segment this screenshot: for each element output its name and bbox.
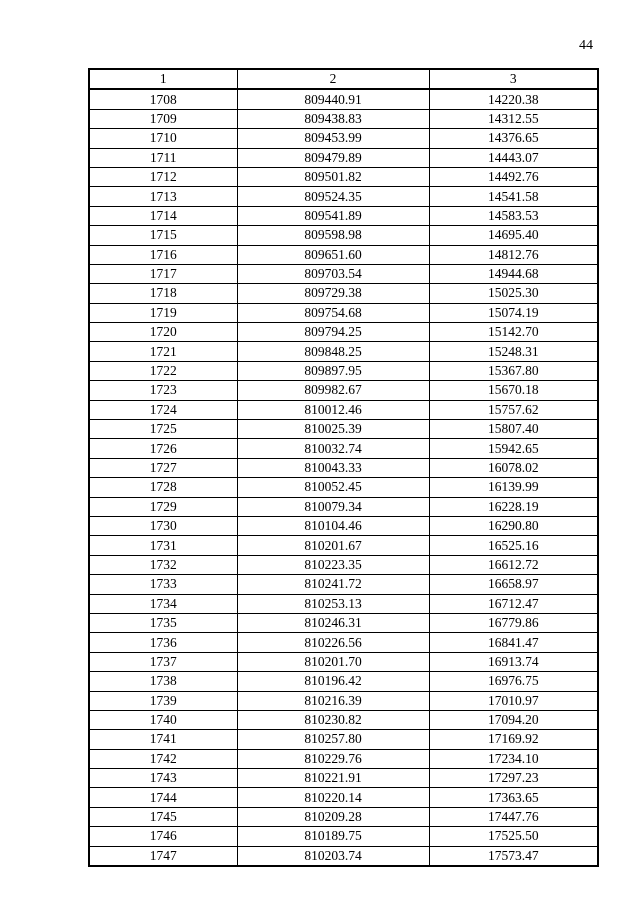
point-number-cell: 1712: [89, 167, 237, 186]
y-coordinate-cell: 16976.75: [429, 672, 598, 691]
x-coordinate-cell: 810032.74: [237, 439, 429, 458]
point-number-cell: 1726: [89, 439, 237, 458]
x-coordinate-cell: 810052.45: [237, 478, 429, 497]
y-coordinate-cell: 14944.68: [429, 264, 598, 283]
y-coordinate-cell: 17297.23: [429, 769, 598, 788]
x-coordinate-cell: 809729.38: [237, 284, 429, 303]
table-row: [89, 342, 598, 361]
y-coordinate-cell: 14695.40: [429, 226, 598, 245]
x-coordinate-cell: 810025.39: [237, 420, 429, 439]
y-coordinate-cell: 16779.86: [429, 613, 598, 632]
y-coordinate-cell: 14583.53: [429, 206, 598, 225]
x-coordinate-cell: 809524.35: [237, 187, 429, 206]
point-number-cell: 1714: [89, 206, 237, 225]
table-row: [89, 652, 598, 671]
table-row: [89, 439, 598, 458]
x-coordinate-cell: 809438.83: [237, 109, 429, 128]
table-row: [89, 148, 598, 167]
table-row: [89, 458, 598, 477]
x-coordinate-cell: 810196.42: [237, 672, 429, 691]
table-row: [89, 749, 598, 768]
point-number-cell: 1713: [89, 187, 237, 206]
table-row: [89, 187, 598, 206]
page-number: 44: [579, 38, 593, 53]
y-coordinate-cell: 15248.31: [429, 342, 598, 361]
y-coordinate-cell: 15367.80: [429, 361, 598, 380]
x-coordinate-cell: 809479.89: [237, 148, 429, 167]
table-row: [89, 730, 598, 749]
y-coordinate-cell: 15074.19: [429, 303, 598, 322]
table-row: [89, 206, 598, 225]
point-number-cell: 1745: [89, 807, 237, 826]
table-row: [89, 420, 598, 439]
point-number-cell: 1738: [89, 672, 237, 691]
y-coordinate-cell: 17234.10: [429, 749, 598, 768]
table-row: [89, 167, 598, 186]
table-row: [89, 89, 598, 109]
table-row: [89, 807, 598, 826]
x-coordinate-cell: 809794.25: [237, 323, 429, 342]
point-number-cell: 1722: [89, 361, 237, 380]
table-row: [89, 245, 598, 264]
table-row: [89, 633, 598, 652]
point-number-cell: 1724: [89, 400, 237, 419]
table-row: [89, 769, 598, 788]
x-coordinate-cell: 809440.91: [237, 89, 429, 109]
point-number-cell: 1718: [89, 284, 237, 303]
point-number-cell: 1736: [89, 633, 237, 652]
x-coordinate-cell: 810226.56: [237, 633, 429, 652]
y-coordinate-cell: 16078.02: [429, 458, 598, 477]
y-coordinate-cell: 17169.92: [429, 730, 598, 749]
column-header-2: 2: [237, 69, 429, 89]
x-coordinate-cell: 810230.82: [237, 710, 429, 729]
table-row: [89, 613, 598, 632]
y-coordinate-cell: 14812.76: [429, 245, 598, 264]
point-number-cell: 1737: [89, 652, 237, 671]
y-coordinate-cell: 15142.70: [429, 323, 598, 342]
y-coordinate-cell: 14312.55: [429, 109, 598, 128]
y-coordinate-cell: 14220.38: [429, 89, 598, 109]
x-coordinate-cell: 810209.28: [237, 807, 429, 826]
table-row: [89, 575, 598, 594]
point-number-cell: 1744: [89, 788, 237, 807]
y-coordinate-cell: 16841.47: [429, 633, 598, 652]
y-coordinate-cell: 17094.20: [429, 710, 598, 729]
y-coordinate-cell: 16228.19: [429, 497, 598, 516]
y-coordinate-cell: 16712.47: [429, 594, 598, 613]
column-header-1: 1: [89, 69, 237, 89]
x-coordinate-cell: 810221.91: [237, 769, 429, 788]
table-row: [89, 109, 598, 128]
table-row: [89, 400, 598, 419]
y-coordinate-cell: 16612.72: [429, 555, 598, 574]
x-coordinate-cell: 810201.67: [237, 536, 429, 555]
point-number-cell: 1723: [89, 381, 237, 400]
x-coordinate-cell: 810246.31: [237, 613, 429, 632]
point-number-cell: 1732: [89, 555, 237, 574]
y-coordinate-cell: 17363.65: [429, 788, 598, 807]
point-number-cell: 1721: [89, 342, 237, 361]
y-coordinate-cell: 15942.65: [429, 439, 598, 458]
point-number-cell: 1730: [89, 516, 237, 535]
table-row: [89, 536, 598, 555]
point-number-cell: 1728: [89, 478, 237, 497]
table-row: [89, 846, 598, 866]
x-coordinate-cell: 809541.89: [237, 206, 429, 225]
point-number-cell: 1739: [89, 691, 237, 710]
point-number-cell: 1715: [89, 226, 237, 245]
point-number-cell: 1708: [89, 89, 237, 109]
table-row: [89, 381, 598, 400]
x-coordinate-cell: 810079.34: [237, 497, 429, 516]
point-number-cell: 1740: [89, 710, 237, 729]
point-number-cell: 1747: [89, 846, 237, 866]
x-coordinate-cell: 810203.74: [237, 846, 429, 866]
x-coordinate-cell: 809848.25: [237, 342, 429, 361]
y-coordinate-cell: 17447.76: [429, 807, 598, 826]
y-coordinate-cell: 14492.76: [429, 167, 598, 186]
point-number-cell: 1710: [89, 129, 237, 148]
y-coordinate-cell: 14376.65: [429, 129, 598, 148]
point-number-cell: 1741: [89, 730, 237, 749]
y-coordinate-cell: 15757.62: [429, 400, 598, 419]
y-coordinate-cell: 15807.40: [429, 420, 598, 439]
table-row: [89, 827, 598, 846]
table-body: [89, 89, 598, 866]
x-coordinate-cell: 810253.13: [237, 594, 429, 613]
table-row: [89, 497, 598, 516]
table-row: [89, 555, 598, 574]
table-row: [89, 129, 598, 148]
point-number-cell: 1729: [89, 497, 237, 516]
x-coordinate-cell: 809598.98: [237, 226, 429, 245]
coordinates-table: [88, 68, 599, 867]
x-coordinate-cell: 810201.70: [237, 652, 429, 671]
y-coordinate-cell: 17525.50: [429, 827, 598, 846]
column-header-3: 3: [429, 69, 598, 89]
point-number-cell: 1735: [89, 613, 237, 632]
x-coordinate-cell: 810229.76: [237, 749, 429, 768]
x-coordinate-cell: 809501.82: [237, 167, 429, 186]
point-number-cell: 1711: [89, 148, 237, 167]
x-coordinate-cell: 810257.80: [237, 730, 429, 749]
y-coordinate-cell: 16139.99: [429, 478, 598, 497]
y-coordinate-cell: 14443.07: [429, 148, 598, 167]
point-number-cell: 1717: [89, 264, 237, 283]
point-number-cell: 1733: [89, 575, 237, 594]
y-coordinate-cell: 15025.30: [429, 284, 598, 303]
point-number-cell: 1727: [89, 458, 237, 477]
table-row: [89, 323, 598, 342]
y-coordinate-cell: 14541.58: [429, 187, 598, 206]
x-coordinate-cell: 810223.35: [237, 555, 429, 574]
table-row: [89, 788, 598, 807]
point-number-cell: 1720: [89, 323, 237, 342]
x-coordinate-cell: 809754.68: [237, 303, 429, 322]
x-coordinate-cell: 810189.75: [237, 827, 429, 846]
x-coordinate-cell: 810216.39: [237, 691, 429, 710]
point-number-cell: 1709: [89, 109, 237, 128]
y-coordinate-cell: 17573.47: [429, 846, 598, 866]
point-number-cell: 1719: [89, 303, 237, 322]
y-coordinate-cell: 16290.80: [429, 516, 598, 535]
x-coordinate-cell: 810104.46: [237, 516, 429, 535]
x-coordinate-cell: 810241.72: [237, 575, 429, 594]
point-number-cell: 1725: [89, 420, 237, 439]
table-row: [89, 478, 598, 497]
table-row: [89, 226, 598, 245]
table-row: [89, 303, 598, 322]
y-coordinate-cell: 16525.16: [429, 536, 598, 555]
table-row: [89, 672, 598, 691]
point-number-cell: 1742: [89, 749, 237, 768]
y-coordinate-cell: 16913.74: [429, 652, 598, 671]
x-coordinate-cell: 810012.46: [237, 400, 429, 419]
y-coordinate-cell: 17010.97: [429, 691, 598, 710]
y-coordinate-cell: 15670.18: [429, 381, 598, 400]
point-number-cell: 1734: [89, 594, 237, 613]
x-coordinate-cell: 809651.60: [237, 245, 429, 264]
table-row: [89, 691, 598, 710]
x-coordinate-cell: 809453.99: [237, 129, 429, 148]
y-coordinate-cell: 16658.97: [429, 575, 598, 594]
table-header-row: [89, 69, 598, 89]
x-coordinate-cell: 809897.95: [237, 361, 429, 380]
table-row: [89, 710, 598, 729]
point-number-cell: 1716: [89, 245, 237, 264]
x-coordinate-cell: 810220.14: [237, 788, 429, 807]
table-row: [89, 284, 598, 303]
table-row: [89, 594, 598, 613]
x-coordinate-cell: 809703.54: [237, 264, 429, 283]
table-row: [89, 361, 598, 380]
x-coordinate-cell: 809982.67: [237, 381, 429, 400]
point-number-cell: 1743: [89, 769, 237, 788]
point-number-cell: 1746: [89, 827, 237, 846]
point-number-cell: 1731: [89, 536, 237, 555]
table-row: [89, 516, 598, 535]
x-coordinate-cell: 810043.33: [237, 458, 429, 477]
table-row: [89, 264, 598, 283]
